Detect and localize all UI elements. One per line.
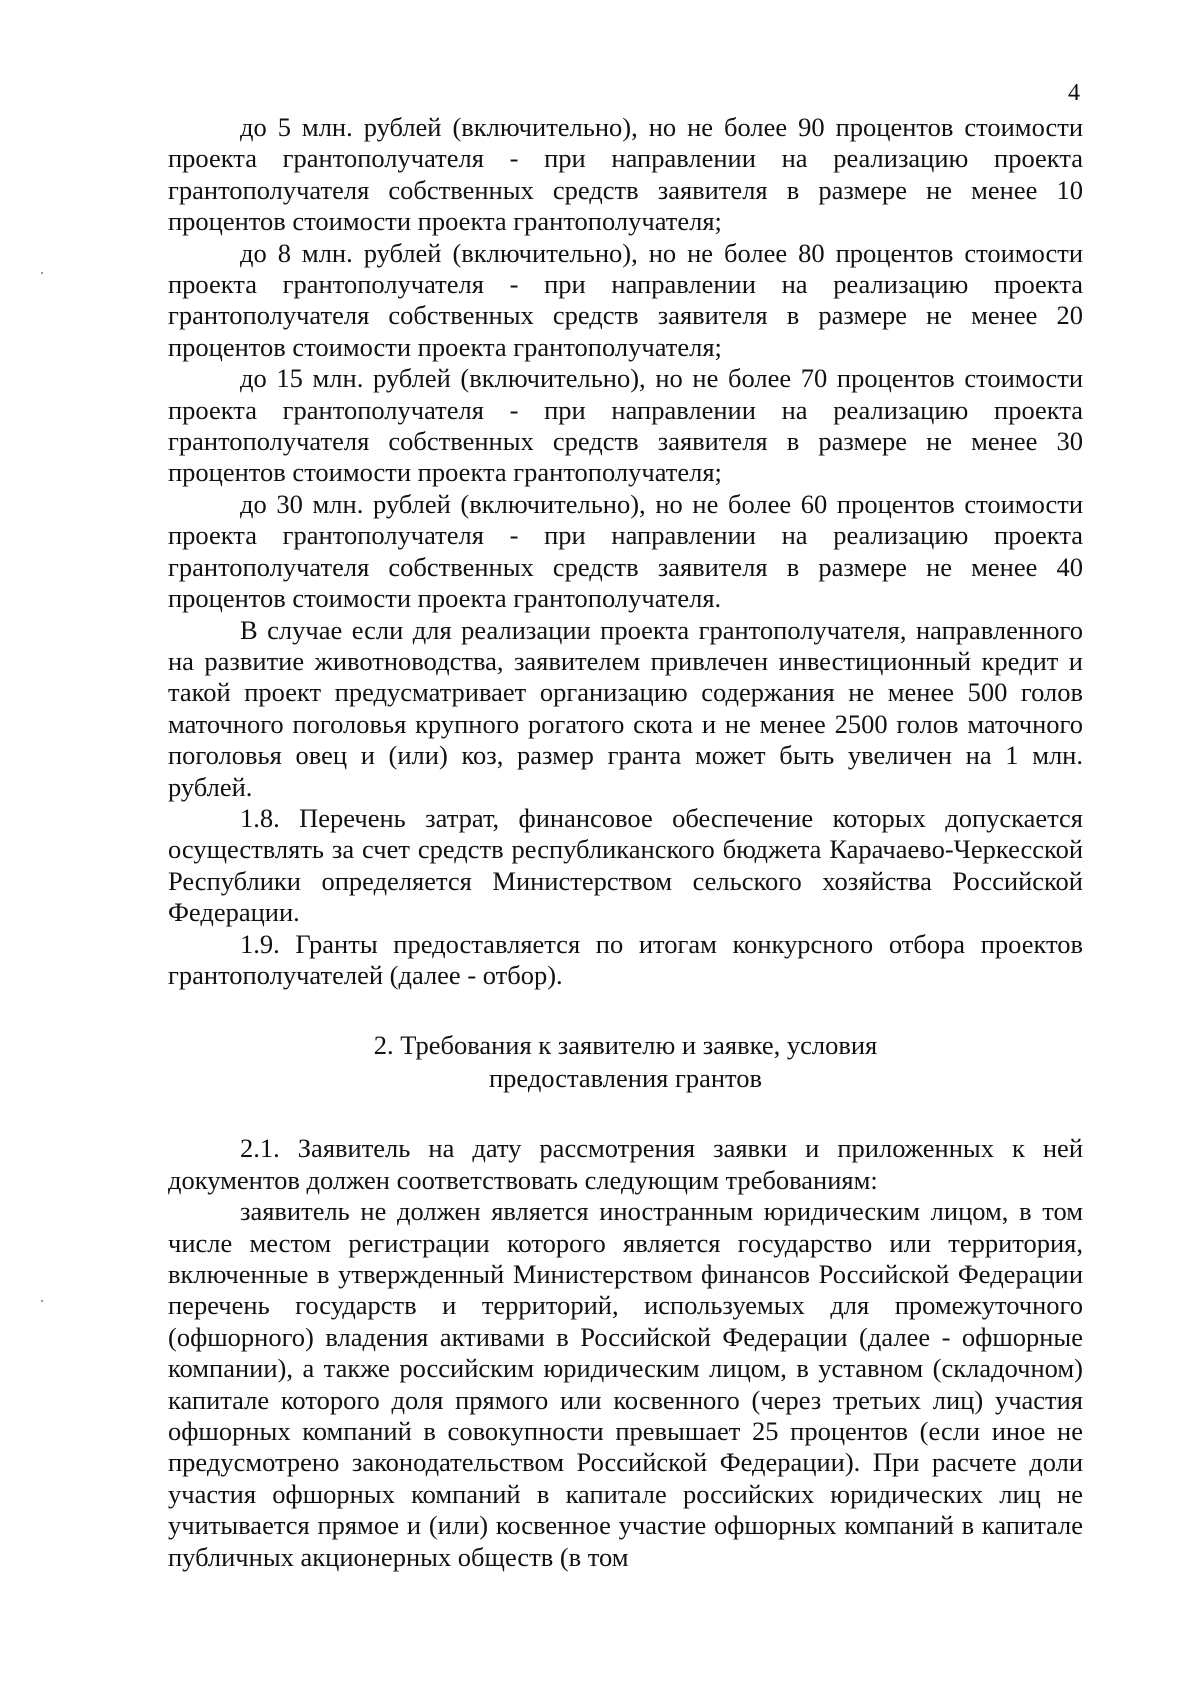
paragraph-1-9: 1.9. Гранты предоставляется по итогам конкурсного отбора проектов грантополучателей (далее - отбор). — [168, 928, 1083, 990]
section-2-heading — [168, 1029, 1083, 1095]
document-body — [168, 112, 1083, 1573]
paragraph-livestock-credit: В случае если для реализации проекта грантополучателя, направленного на развитие животноводства, заявителем привлечен инвестиционный кредит и такой проект предусматривает организацию содержания не менее 500 голов маточного поголовья крупного рогатого скота и не менее 2500 голов маточного поголовья овец и (или) коз, размер гранта может быть увеличен на 1 млн. рублей. — [168, 614, 1083, 802]
paragraph-2-1: 2.1. Заявитель на дату рассмотрения заявки и приложенных к ней документов должен соответствовать следующим требованиям: — [168, 1133, 1083, 1195]
paragraph-grant-30mln: до 30 млн. рублей (включительно), но не более 60 процентов стоимости проекта грантополучателя - при направлении на реализацию проекта грантополучателя собственных средств заявителя в размере не менее 40 процентов стоимости проекта грантополучателя. — [168, 488, 1083, 614]
paragraph-grant-8mln: до 8 млн. рублей (включительно), но не более 80 процентов стоимости проекта грантополучателя - при направлении на реализацию проекта грантополучателя собственных средств заявителя в размере не менее 20 процентов стоимости проекта грантополучателя; — [168, 237, 1083, 362]
page-number: 4 — [1068, 80, 1080, 106]
section-2-heading-line2: предоставления грантов — [488, 1063, 763, 1094]
paragraph-offshore-requirement: заявитель не должен является иностранным юридическим лицом, в том числе местом регистрации которого является государство или территория, включенные в утвержденный Министерством финансов Российской Федерации перечень государств и территорий, используемых для промежуточного (офшорного) владения активами в Российской Федерации (далее - офшорные компании), а также российским юридическим лицом, в уставном (складочном) капитале которого доля прямого или косвенного (через третьих лиц) участия офшорных компаний в совокупности превышает 25 процентов (если иное не предусмотрено законодательством Российской Федерации). При расчете доли участия офшорных компаний в капитале российских юридических лиц не учитывается прямое и (или) косвенное участие офшорных компаний в капитале публичных акционерных обществ (в том — [168, 1196, 1083, 1572]
scan-mark — [41, 272, 43, 274]
paragraph-1-8: 1.8. Перечень затрат, финансовое обеспечение которых допускается осуществлять за счет средств республиканского бюджета Карачаево-Черкесской Республики определяется Министерством сельского хозяйства Российской Федерации. — [168, 802, 1083, 928]
section-2-heading-line1: 2. Требования к заявителю и заявке, условия — [373, 1030, 878, 1061]
paragraph-grant-5mln: до 5 млн. рублей (включительно), но не более 90 процентов стоимости проекта грантополучателя - при направлении на реализацию проекта грантополучателя собственных средств заявителя в размере не менее 10 процентов стоимости проекта грантополучателя; — [168, 112, 1083, 237]
scan-mark — [41, 1300, 43, 1302]
paragraph-grant-15mln: до 15 млн. рублей (включительно), но не более 70 процентов стоимости проекта грантополучателя - при направлении на реализацию проекта грантополучателя собственных средств заявителя в размере не менее 30 процентов стоимости проекта грантополучателя; — [168, 363, 1083, 488]
